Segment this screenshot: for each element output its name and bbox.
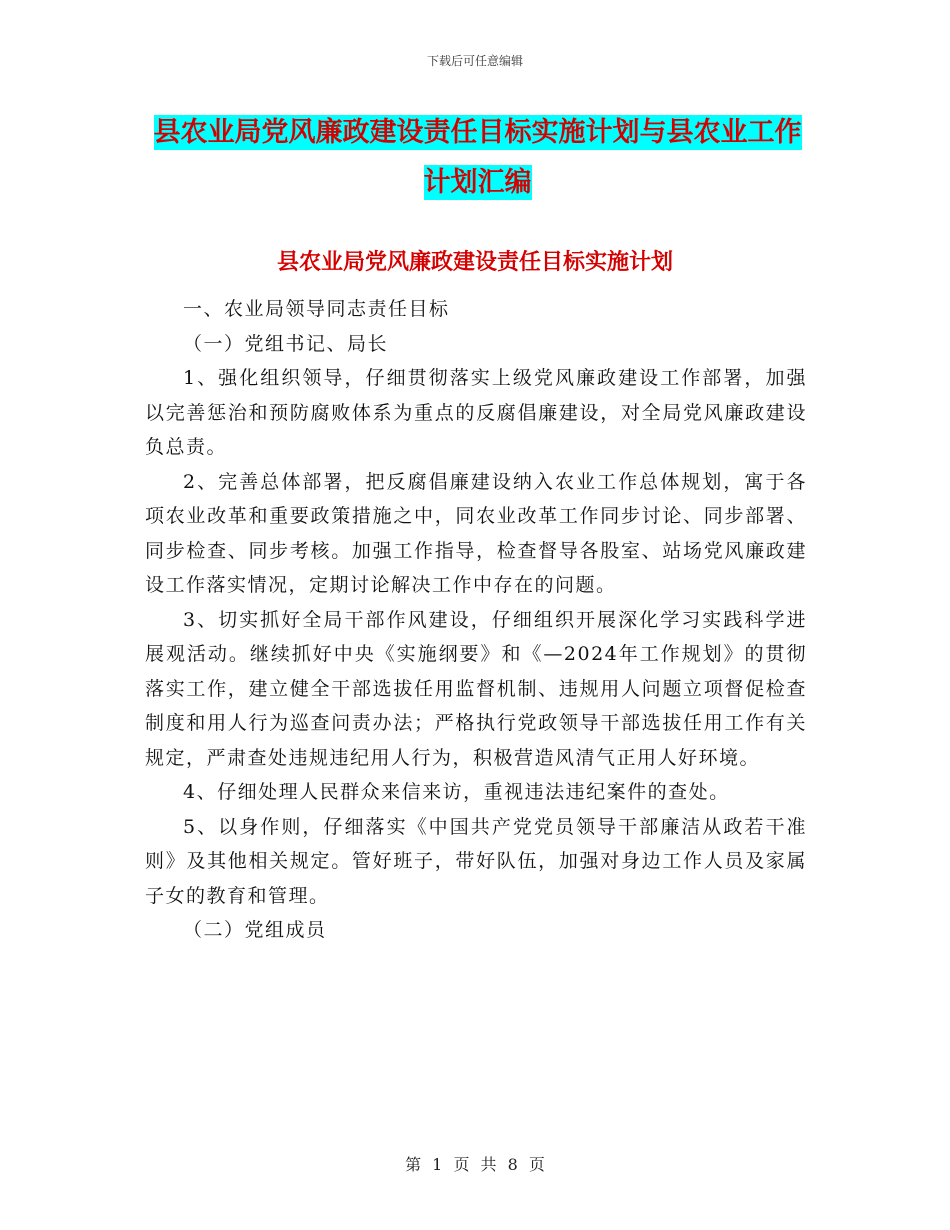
page-footer: 第 1 页 共 8 页 xyxy=(405,1155,545,1174)
page-header-note: 下载后可任意编辑 xyxy=(426,54,523,68)
subheading-1: （一）党组书记、局长 xyxy=(183,332,389,355)
main-title-highlight: 县农业局党风廉政建设责任目标实施计划与县农业工作计划汇编 xyxy=(153,117,802,198)
paragraph-4: 4、仔细处理人民群众来信来访，重视违法违纪案件的查处。 xyxy=(183,781,730,803)
paragraph-2: 2、完善总体部署，把反腐倡廉建设纳入农业工作总体规划，寓于各项农业改革和重要政策措施之中，同农业改革工作同步讨论、同步部署、同步检查、同步考核。加强工作指导，检查督导各股室、站场党风廉政建设工作落实情况，定期讨论解决工作中存在的问题。 xyxy=(145,470,807,596)
subheading-2: （二）党组成员 xyxy=(183,919,327,941)
heading-1: 一、农业局领导同志责任目标 xyxy=(183,298,450,320)
paragraph-3: 3、切实抓好全局干部作风建设，仔细组织开展深化学习实践科学进展观活动。继续抓好中央《实施纲要》和《—2024年工作规划》的贯彻落实工作，建立健全干部选拔任用监督机制、违规用人问题立项督促检查制度和用人行为巡查问责办法；严格执行党政领导干部选拔任用工作有关规定，严肃查处违规违纪用人行为，积极营造风清气正用人好环境。 xyxy=(145,608,807,769)
document-main-title xyxy=(150,108,805,208)
section-title: 县农业局党风廉政建设责任目标实施计划 xyxy=(276,250,673,275)
document-body xyxy=(145,292,807,948)
paragraph-5: 5、以身作则，仔细落实《中国共产党党员领导干部廉洁从政若干准则》及其他相关规定。管好班子，带好队伍，加强对身边工作人员及家属子女的教育和管理。 xyxy=(145,815,807,907)
paragraph-1: 1、强化组织领导，仔细贯彻落实上级党风廉政建设工作部署，加强以完善惩治和预防腐败体系为重点的反腐倡廉建设，对全局党风廉政建设负总责。 xyxy=(145,367,807,458)
